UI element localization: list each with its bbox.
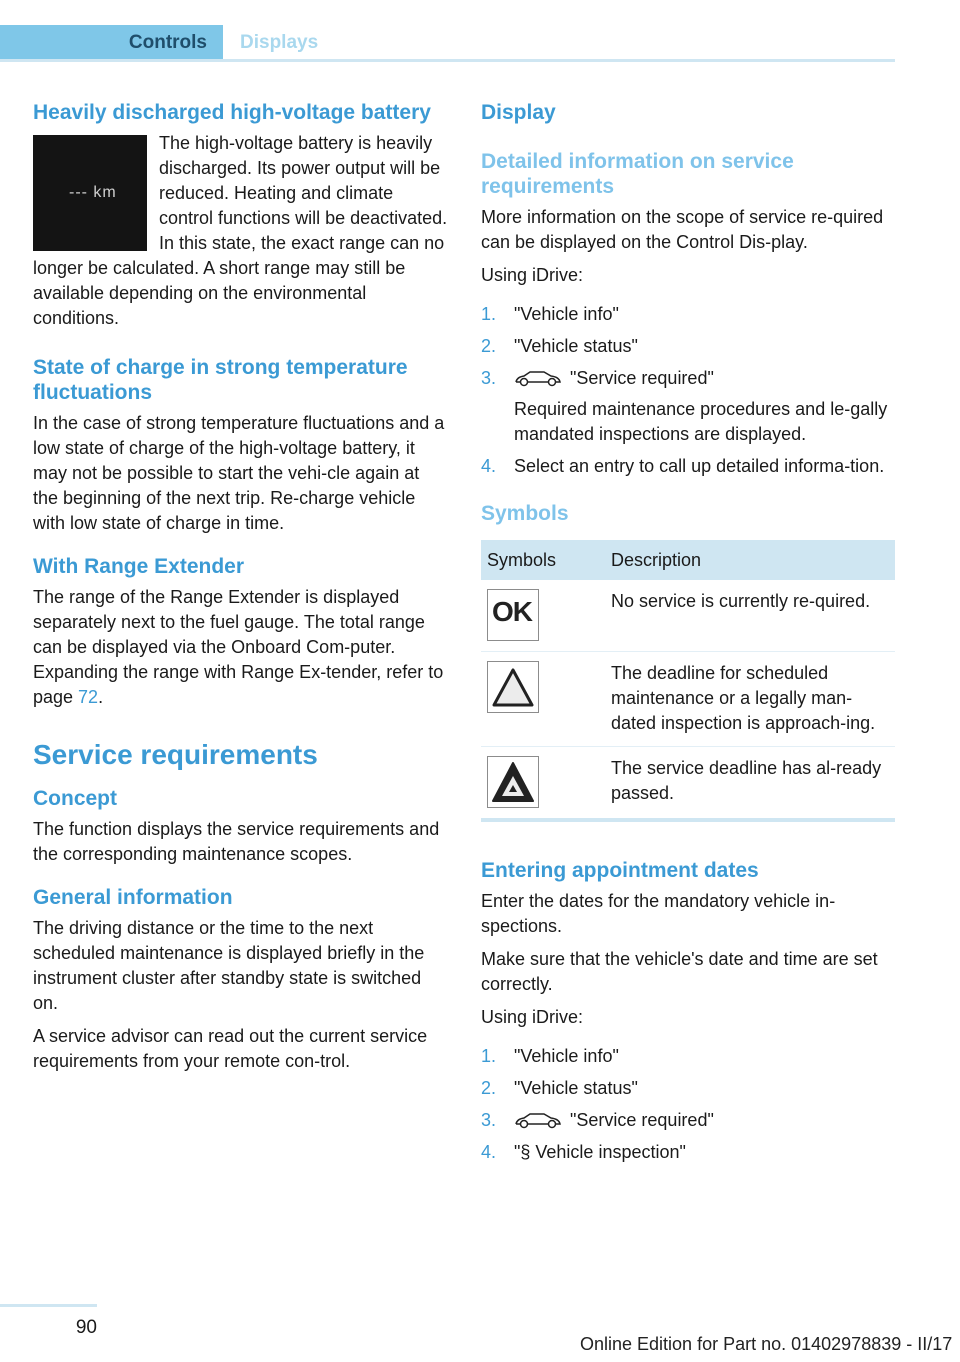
list-item: 4. Select an entry to call up detailed informa‐tion. xyxy=(481,456,885,476)
col-header-symbols: Symbols xyxy=(481,540,605,580)
warning-triangle-outline-icon xyxy=(487,661,539,713)
list-item: 4. "§ Vehicle inspection" xyxy=(481,1142,686,1162)
entering-dates-text-2: Make sure that the vehicle's date and time are set correctly. xyxy=(481,949,878,994)
using-idrive-label-2: Using iDrive: xyxy=(481,1007,584,1027)
idrive-steps-list-2 xyxy=(481,1044,895,1165)
section-title-display: Display xyxy=(481,101,556,124)
list-item: 3. "Service required" Required maintenance procedures and le‐gally mandated inspections are displayed. xyxy=(481,368,888,444)
heavily-discharged-text: The high-voltage battery is heavily discharged. Its power output will be reduced. Heating and climate control functions will be deactivated. In this state, the exact range can no longer be calculated. A short range may still be available depending on the environmental conditions. xyxy=(33,133,448,328)
section-title-entering-dates: Entering appointment dates xyxy=(481,859,759,882)
ok-icon: OK xyxy=(487,589,539,641)
footer-edition: Online Edition for Part no. 01402978839 - II/17 xyxy=(580,1334,953,1354)
list-item: 1. "Vehicle info" xyxy=(481,304,619,324)
page-number: 90 xyxy=(0,1304,97,1339)
section-title-detailed-info: Detailed information on service requirements xyxy=(481,150,794,198)
list-item: 3. "Service required" xyxy=(481,1110,714,1130)
car-icon xyxy=(514,1112,562,1130)
section-title-range-extender: With Range Extender xyxy=(33,555,245,578)
range-display-image xyxy=(33,135,147,251)
using-idrive-label: Using iDrive: xyxy=(481,265,584,285)
page-link[interactable]: 72 xyxy=(78,687,99,707)
left-column xyxy=(33,100,448,1082)
detailed-info-text: More information on the scope of service re‐quired can be displayed on the Control Dis‐play. xyxy=(481,207,884,252)
table-row xyxy=(481,580,895,652)
table-header-row xyxy=(481,540,895,580)
col-header-description: Description xyxy=(605,540,895,580)
table-row xyxy=(481,747,895,821)
section-title-heavily-discharged: Heavily discharged high-voltage battery xyxy=(33,101,431,124)
table-row xyxy=(481,652,895,747)
warning-triangle-filled-icon xyxy=(487,756,539,808)
idrive-steps-list xyxy=(481,302,895,479)
list-item: 2. "Vehicle status" xyxy=(481,336,638,356)
right-column xyxy=(481,100,895,1181)
list-item: 1. "Vehicle info" xyxy=(481,1046,619,1066)
tab-controls[interactable]: Controls xyxy=(0,25,223,60)
symbols-table xyxy=(481,540,895,822)
section-title-general-info: General information xyxy=(33,886,233,909)
general-info-text-2: A service advisor can read out the current service requirements from your remote con‐trol. xyxy=(33,1026,428,1071)
car-icon xyxy=(514,370,562,388)
header-divider xyxy=(0,59,895,62)
header-tabs xyxy=(0,25,895,60)
tab-displays[interactable]: Displays xyxy=(240,32,319,53)
range-display-text: --- km xyxy=(69,184,117,201)
state-of-charge-text: In the case of strong temperature fluctuations and a low state of charge of the high-voltage battery, it may not be possible to start the vehi‐cle again at the beginning of the next trip. Re‐charge vehicle with low state of charge in time. xyxy=(33,413,445,533)
row-description: The service deadline has al‐ready passed. xyxy=(611,758,882,803)
section-title-state-of-charge: State of charge in strong temperature fluctuations xyxy=(33,356,408,404)
row-description: No service is currently re‐quired. xyxy=(605,580,895,652)
section-title-symbols: Symbols xyxy=(481,502,569,525)
list-item: 2. "Vehicle status" xyxy=(481,1078,638,1098)
entering-dates-text-1: Enter the dates for the mandatory vehicle in‐spections. xyxy=(481,891,836,936)
row-description: The deadline for scheduled maintenance or a legally man‐dated inspection is approach‐ing. xyxy=(605,652,895,747)
range-extender-body: The range of the Range Extender is displayed separately next to the fuel gauge. The total range can be displayed via the Onboard Com‐puter. Expanding the range with Range Ex‐tender, refer to page xyxy=(33,587,444,707)
concept-text: The function displays the service requirements and the corresponding maintenance scopes. xyxy=(33,819,440,864)
main-title-service-requirements: Service requirements xyxy=(33,739,318,770)
range-extender-end: . xyxy=(98,687,104,707)
range-extender-text xyxy=(33,585,448,710)
general-info-text-1: The driving distance or the time to the next scheduled maintenance is displayed briefly in the instrument cluster after standby state is switched on. xyxy=(33,918,425,1013)
section-title-concept: Concept xyxy=(33,787,117,810)
